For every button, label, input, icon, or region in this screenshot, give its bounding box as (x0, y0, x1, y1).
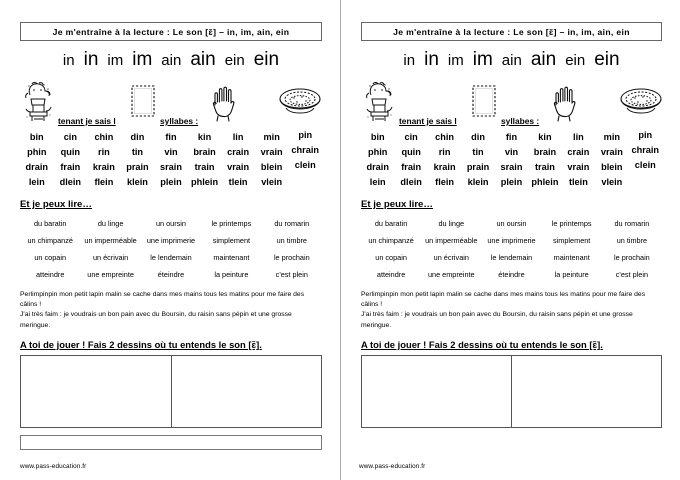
reading-paragraphs (20, 290, 322, 331)
drawing-box-2[interactable] (511, 356, 661, 427)
syllable-cell: bin (370, 132, 385, 142)
syllable-cell: vrain (227, 162, 250, 172)
syllable-cell: cin (404, 132, 418, 142)
reading-word: la peinture (554, 270, 589, 279)
grapheme-item: im (107, 52, 124, 69)
syllable-cell: vin (164, 147, 178, 157)
syllable-cell: clein (294, 159, 316, 170)
syllable-cell: vlein (601, 177, 623, 187)
syllable-cell: min (263, 132, 280, 142)
reading-word: maintenant (553, 253, 590, 262)
syllable-cell: vrain (567, 162, 590, 172)
grapheme-item: in (403, 52, 416, 69)
syllable-cell: phin (368, 147, 388, 157)
title-box (361, 22, 662, 41)
syllable-cell: lin (573, 132, 584, 142)
grapheme-item: ein (565, 52, 586, 69)
syllable-cell: lin (232, 132, 244, 142)
syllable-cell: quin (401, 147, 421, 157)
reading-word: du linge (438, 219, 465, 228)
paragraph: J'ai très faim : je voudrais un bon pain avec du Boursin, du raisin sans pépin et une grosse meringue. (361, 311, 633, 329)
reading-word: un copain (34, 253, 67, 262)
syllable-cell: clein (634, 159, 656, 170)
syllable-row (361, 144, 662, 162)
syllable-cell: lein (28, 177, 45, 187)
rebus-text-a: tenant je sais l (399, 116, 457, 126)
syllable-cell: blein (601, 162, 623, 172)
syllable-cell: phlein (191, 177, 219, 187)
syllable-cell: phin (27, 147, 47, 157)
grapheme-item: in (83, 49, 99, 70)
reading-word: le printemps (551, 219, 592, 228)
syllable-cell: rin (98, 147, 110, 157)
reading-word: un oursin (155, 219, 186, 228)
syllable-cell: fin (505, 132, 518, 142)
syllable-cell: chrain (291, 144, 319, 155)
reading-word: le printemps (211, 219, 252, 228)
grapheme-item: in (424, 49, 439, 70)
syllable-row (20, 159, 322, 177)
syllable-cell: tlein (568, 177, 588, 187)
reading-word: atteindre (35, 270, 65, 279)
paragraph: J'ai très faim : je voudrais un bon pain avec du Boursin, du raisin sans pépin et une grosse meringue. (20, 311, 292, 329)
grapheme-item: ein (224, 52, 245, 69)
reading-word: du romarin (614, 219, 650, 228)
syllable-cell: min (603, 132, 620, 142)
grapheme-item: im (472, 49, 493, 70)
syllable-cell: din (130, 132, 145, 142)
syllable-cell: quin (60, 147, 81, 157)
reading-word: un timbre (276, 236, 307, 245)
syllable-cell: kin (197, 132, 212, 142)
reading-word-row (361, 249, 662, 266)
syllable-cell: blein (260, 162, 283, 172)
syllable-cell: srain (500, 162, 523, 172)
syllable-cell: vrain (600, 147, 623, 157)
rebus-row (361, 80, 662, 126)
reading-word: le lendemain (150, 253, 192, 262)
reading-word: un chimpanzé (27, 236, 73, 245)
syllable-cell: crain (227, 147, 250, 157)
reading-word: un imperméable (84, 236, 137, 245)
reading-word: c'est plein (275, 270, 308, 279)
reading-word: atteindre (376, 270, 406, 279)
syllable-cell: prain (126, 162, 149, 172)
grapheme-item: ain (161, 52, 182, 69)
syllable-cell: tlein (228, 177, 248, 187)
reading-word-table (20, 215, 322, 283)
drawing-box-2[interactable] (171, 356, 322, 427)
grapheme-item: im (132, 49, 153, 70)
syllable-cell: vrain (260, 147, 283, 157)
reading-word: le prochain (614, 253, 650, 262)
rebus-text-a: tenant je sais l (58, 116, 116, 126)
syllable-cell: klein (467, 177, 489, 187)
syllable-cell: vlein (261, 177, 283, 187)
syllable-row (361, 177, 662, 192)
task-heading: A toi de jouer ! Fais 2 dessins où tu entends le son [ɛ̃]. (361, 338, 603, 350)
syllable-cell: rin (438, 147, 451, 157)
syllable-row (361, 129, 662, 147)
answer-strip[interactable] (20, 435, 322, 450)
reading-word: un oursin (496, 219, 527, 228)
drawing-box-1[interactable] (362, 356, 511, 427)
grapheme-item: ain (530, 49, 557, 70)
reading-word: c'est plein (615, 270, 649, 279)
syllable-cell: chin (94, 132, 114, 142)
syllable-cell: krain (433, 162, 456, 172)
reading-word-row (20, 249, 322, 266)
page-title: Je m'entraîne à la lecture : Le son [ɛ̃] – in, im, ain, ein (52, 26, 290, 37)
paragraph: Perlimpinpin mon petit lapin malin se cache dans mes mains tous les matins pour me faire des câlins ! (20, 291, 305, 309)
syllable-cell: plein (500, 177, 523, 187)
grapheme-row (20, 50, 322, 76)
drawing-area (361, 355, 662, 428)
reading-word: du baratin (374, 219, 408, 228)
reading-word: un chimpanzé (368, 236, 414, 245)
syllable-cell: phlein (531, 177, 559, 187)
syllable-cell: drain (25, 162, 48, 172)
syllable-cell: fin (165, 132, 177, 142)
reading-word: une imprimerie (146, 236, 196, 245)
syllable-cell: pin (298, 129, 313, 140)
reading-word: du linge (97, 219, 124, 228)
syllable-cell: tin (472, 147, 484, 157)
reading-word: un écrivain (92, 253, 129, 262)
rebus-row (20, 80, 322, 126)
syllable-row (20, 129, 322, 147)
reading-word-row (361, 232, 662, 249)
grapheme-item: im (447, 52, 464, 69)
task-heading: A toi de jouer ! Fais 2 dessins où tu entends le son [ɛ̃]. (20, 338, 262, 350)
reading-word: du romarin (274, 219, 310, 228)
syllable-row (20, 177, 322, 192)
reading-word: un timbre (616, 236, 648, 245)
reading-word: maintenant (213, 253, 250, 262)
reading-word: le prochain (273, 253, 310, 262)
syllable-cell: prain (466, 162, 490, 172)
reading-word: éteindre (498, 270, 525, 279)
rebus-text-b: syllabes : (501, 116, 540, 126)
syllable-cell: kin (538, 132, 552, 142)
grapheme-item: in (62, 52, 75, 69)
syllable-cell: drain (366, 162, 389, 172)
reading-word-row (361, 266, 662, 283)
syllable-cell: train (194, 162, 215, 172)
syllable-cell: flein (94, 177, 114, 187)
syllable-cell: frain (401, 162, 422, 172)
reading-word-row (20, 215, 322, 232)
grapheme-row (361, 50, 662, 76)
syllable-cell: lein (369, 177, 386, 187)
drawing-box-1[interactable] (21, 356, 171, 427)
reading-word-table (361, 215, 662, 283)
syllable-cell: klein (126, 177, 148, 187)
reading-word: simplement (553, 236, 591, 245)
grapheme-item: ain (501, 52, 522, 69)
rebus-text-b: syllabes : (160, 116, 199, 126)
syllable-cell: krain (92, 162, 115, 172)
reading-paragraphs (361, 290, 662, 331)
reading-word: la peinture (214, 270, 249, 279)
syllable-table (20, 129, 322, 192)
syllable-cell: chin (435, 132, 455, 142)
syllable-cell: chrain (631, 144, 660, 155)
reading-word-row (361, 215, 662, 232)
syllable-table (361, 129, 662, 192)
syllable-cell: train (534, 162, 555, 172)
grapheme-item: ein (253, 49, 280, 70)
worksheet-panel-right (340, 0, 680, 480)
footer-url: www.pass-education.fr (20, 463, 87, 470)
reading-word: du baratin (33, 219, 67, 228)
page-title: Je m'entraîne à la lecture : Le son [ɛ̃] – in, im, ain, ein (393, 26, 630, 37)
syllable-cell: brain (193, 147, 216, 157)
syllable-cell: bin (29, 132, 44, 142)
syllable-cell: din (471, 132, 485, 142)
syllable-cell: dlein (400, 177, 422, 187)
grapheme-item: ein (594, 49, 620, 70)
syllable-cell: frain (60, 162, 81, 172)
syllable-cell: brain (533, 147, 557, 157)
syllable-cell: pin (638, 129, 653, 140)
paragraph: Perlimpinpin mon petit lapin malin se cache dans mes mains tous les matins pour me faire des câlins ! (361, 291, 646, 309)
syllable-cell: tin (131, 147, 144, 157)
syllable-row (20, 144, 322, 162)
reading-word: simplement (212, 236, 251, 245)
reading-word-row (20, 232, 322, 249)
syllable-cell: srain (160, 162, 182, 172)
reading-word: éteindre (157, 270, 185, 279)
syllable-cell: plein (160, 177, 182, 187)
reading-word: une empreinte (87, 270, 134, 279)
syllable-cell: crain (567, 147, 590, 157)
reading-word: une imprimerie (487, 236, 536, 245)
reading-word: un copain (375, 253, 407, 262)
syllable-cell: vin (504, 147, 519, 157)
syllable-cell: dlein (59, 177, 82, 187)
syllable-cell: cin (63, 132, 77, 142)
grapheme-item: ain (190, 49, 216, 70)
drawing-area (20, 355, 322, 428)
reading-word: le lendemain (490, 253, 533, 262)
syllable-cell: flein (435, 177, 455, 187)
reading-word: un imperméable (425, 236, 478, 245)
reading-word: un écrivain (433, 253, 469, 262)
reading-section-heading: Et je peux lire… (361, 199, 433, 210)
title-box (20, 22, 322, 41)
reading-word-row (20, 266, 322, 283)
footer-url: www.pass-education.fr (359, 463, 426, 470)
reading-word: une empreinte (427, 270, 475, 279)
syllable-row (361, 159, 662, 177)
reading-section-heading: Et je peux lire… (20, 199, 92, 210)
